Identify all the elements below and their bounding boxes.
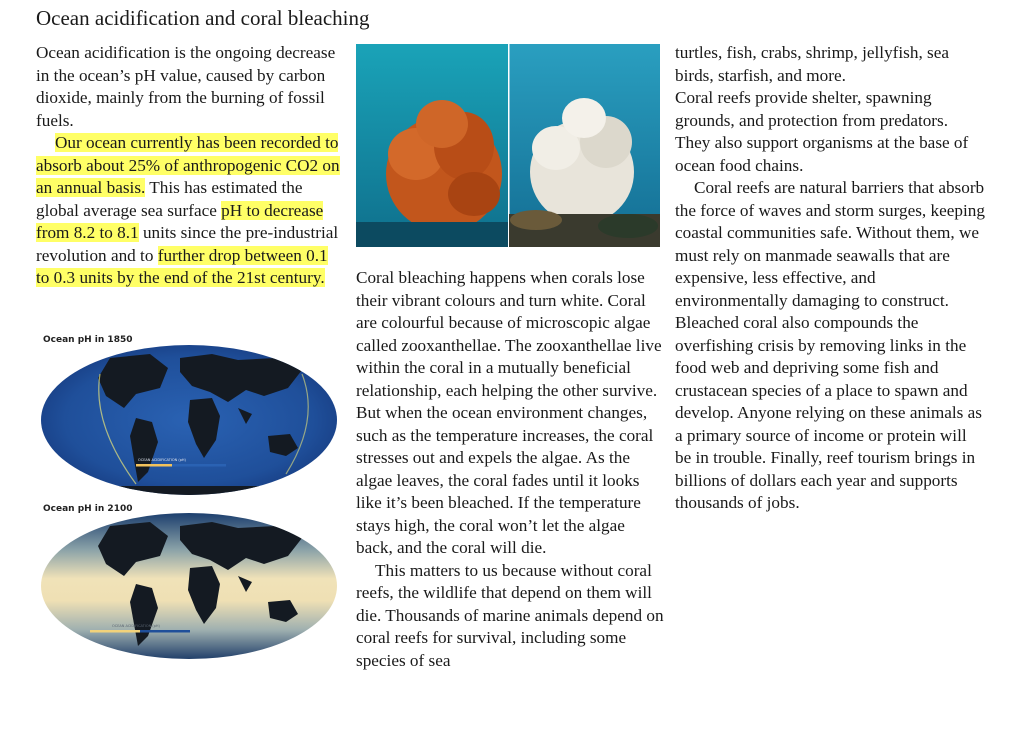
highlight-co2-absorb: Our ocean currently has been recorded to absorb about 25% of anthropogenic CO2 on an annual basis. (36, 133, 340, 197)
paragraph-co2-absorption (36, 132, 344, 290)
map-2100-scale-caption: OCEAN ACIDIFICATION (pH) (112, 624, 160, 628)
page-title: Ocean acidification and coral bleaching (36, 6, 370, 30)
highlight-further-drop: further drop between 0.1 to 0.3 units by the end of the 21st century. (36, 245, 328, 287)
paragraph-natural-barriers: Coral reefs are natural barriers that absorb the force of waves and storm surges, keeping coastal communities safe. Without them, we must rely on manmade seawalls that are expensive, less effective, and environmentally damaging to construct. Bleached coral also compounds the overfishing crisis by removing links in the food web and depriving some fish and crustacean species of a place to spawn and develop. Anyone relying on these animals as a primary source of income or protein will be in trouble. Finally, reef tourism brings in billions of dollars each year and supports thousands of jobs. (675, 178, 985, 512)
column-3 (675, 42, 985, 515)
paragraph-marine-animals: turtles, fish, crabs, shrimp, jellyfish, sea birds, starfish, and more. (675, 43, 949, 85)
ocean-ph-2100-map (40, 512, 338, 660)
map-1850-scale-caption: OCEAN ACIDIFICATION (pH) (138, 458, 186, 462)
paragraph-acidification-definition: Ocean acidification is the ongoing decrease in the ocean’s pH value, caused by carbon dioxide, mainly from the burning of fossil fuels. (36, 43, 336, 130)
text-estimate: This has estimated the global average sea surface (36, 178, 303, 220)
coral-comparison-photo (356, 44, 660, 247)
paragraph-why-it-matters: This matters to us because without coral reefs, the wildlife that depend on them will die. Thousands of marine animals depend on coral reefs for survival, including some species of sea (356, 560, 664, 670)
map-2100-label: Ocean pH in 2100 (43, 504, 133, 514)
paragraph-shelter: Coral reefs provide shelter, spawning grounds, and protection from predators. They also support organisms at the base of ocean food chains. (675, 88, 969, 175)
text-since: units since the pre-industrial revolution and to (36, 223, 339, 265)
map-1850-label: Ocean pH in 1850 (43, 335, 133, 345)
column-2 (356, 267, 664, 672)
highlight-ph-decrease: pH to decrease from 8.2 to 8.1 (36, 200, 324, 242)
column-1 (36, 42, 344, 290)
ocean-ph-1850-map (40, 344, 338, 496)
paragraph-coral-bleaching: Coral bleaching happens when corals lose their vibrant colours and turn white. Coral are colourful because of microscopic algae called zooxanthellae. The zooxanthellae live within the coral in a mutually beneficial relationship, each helping the other survive. But when the ocean environment changes, such as the temperature increases, the coral stresses out and expels the algae. As the algae leaves, the coral fades until it looks like it’s been bleached. If the temperature stays high, the coral won’t let the algae back, and the coral will die. (356, 268, 662, 557)
